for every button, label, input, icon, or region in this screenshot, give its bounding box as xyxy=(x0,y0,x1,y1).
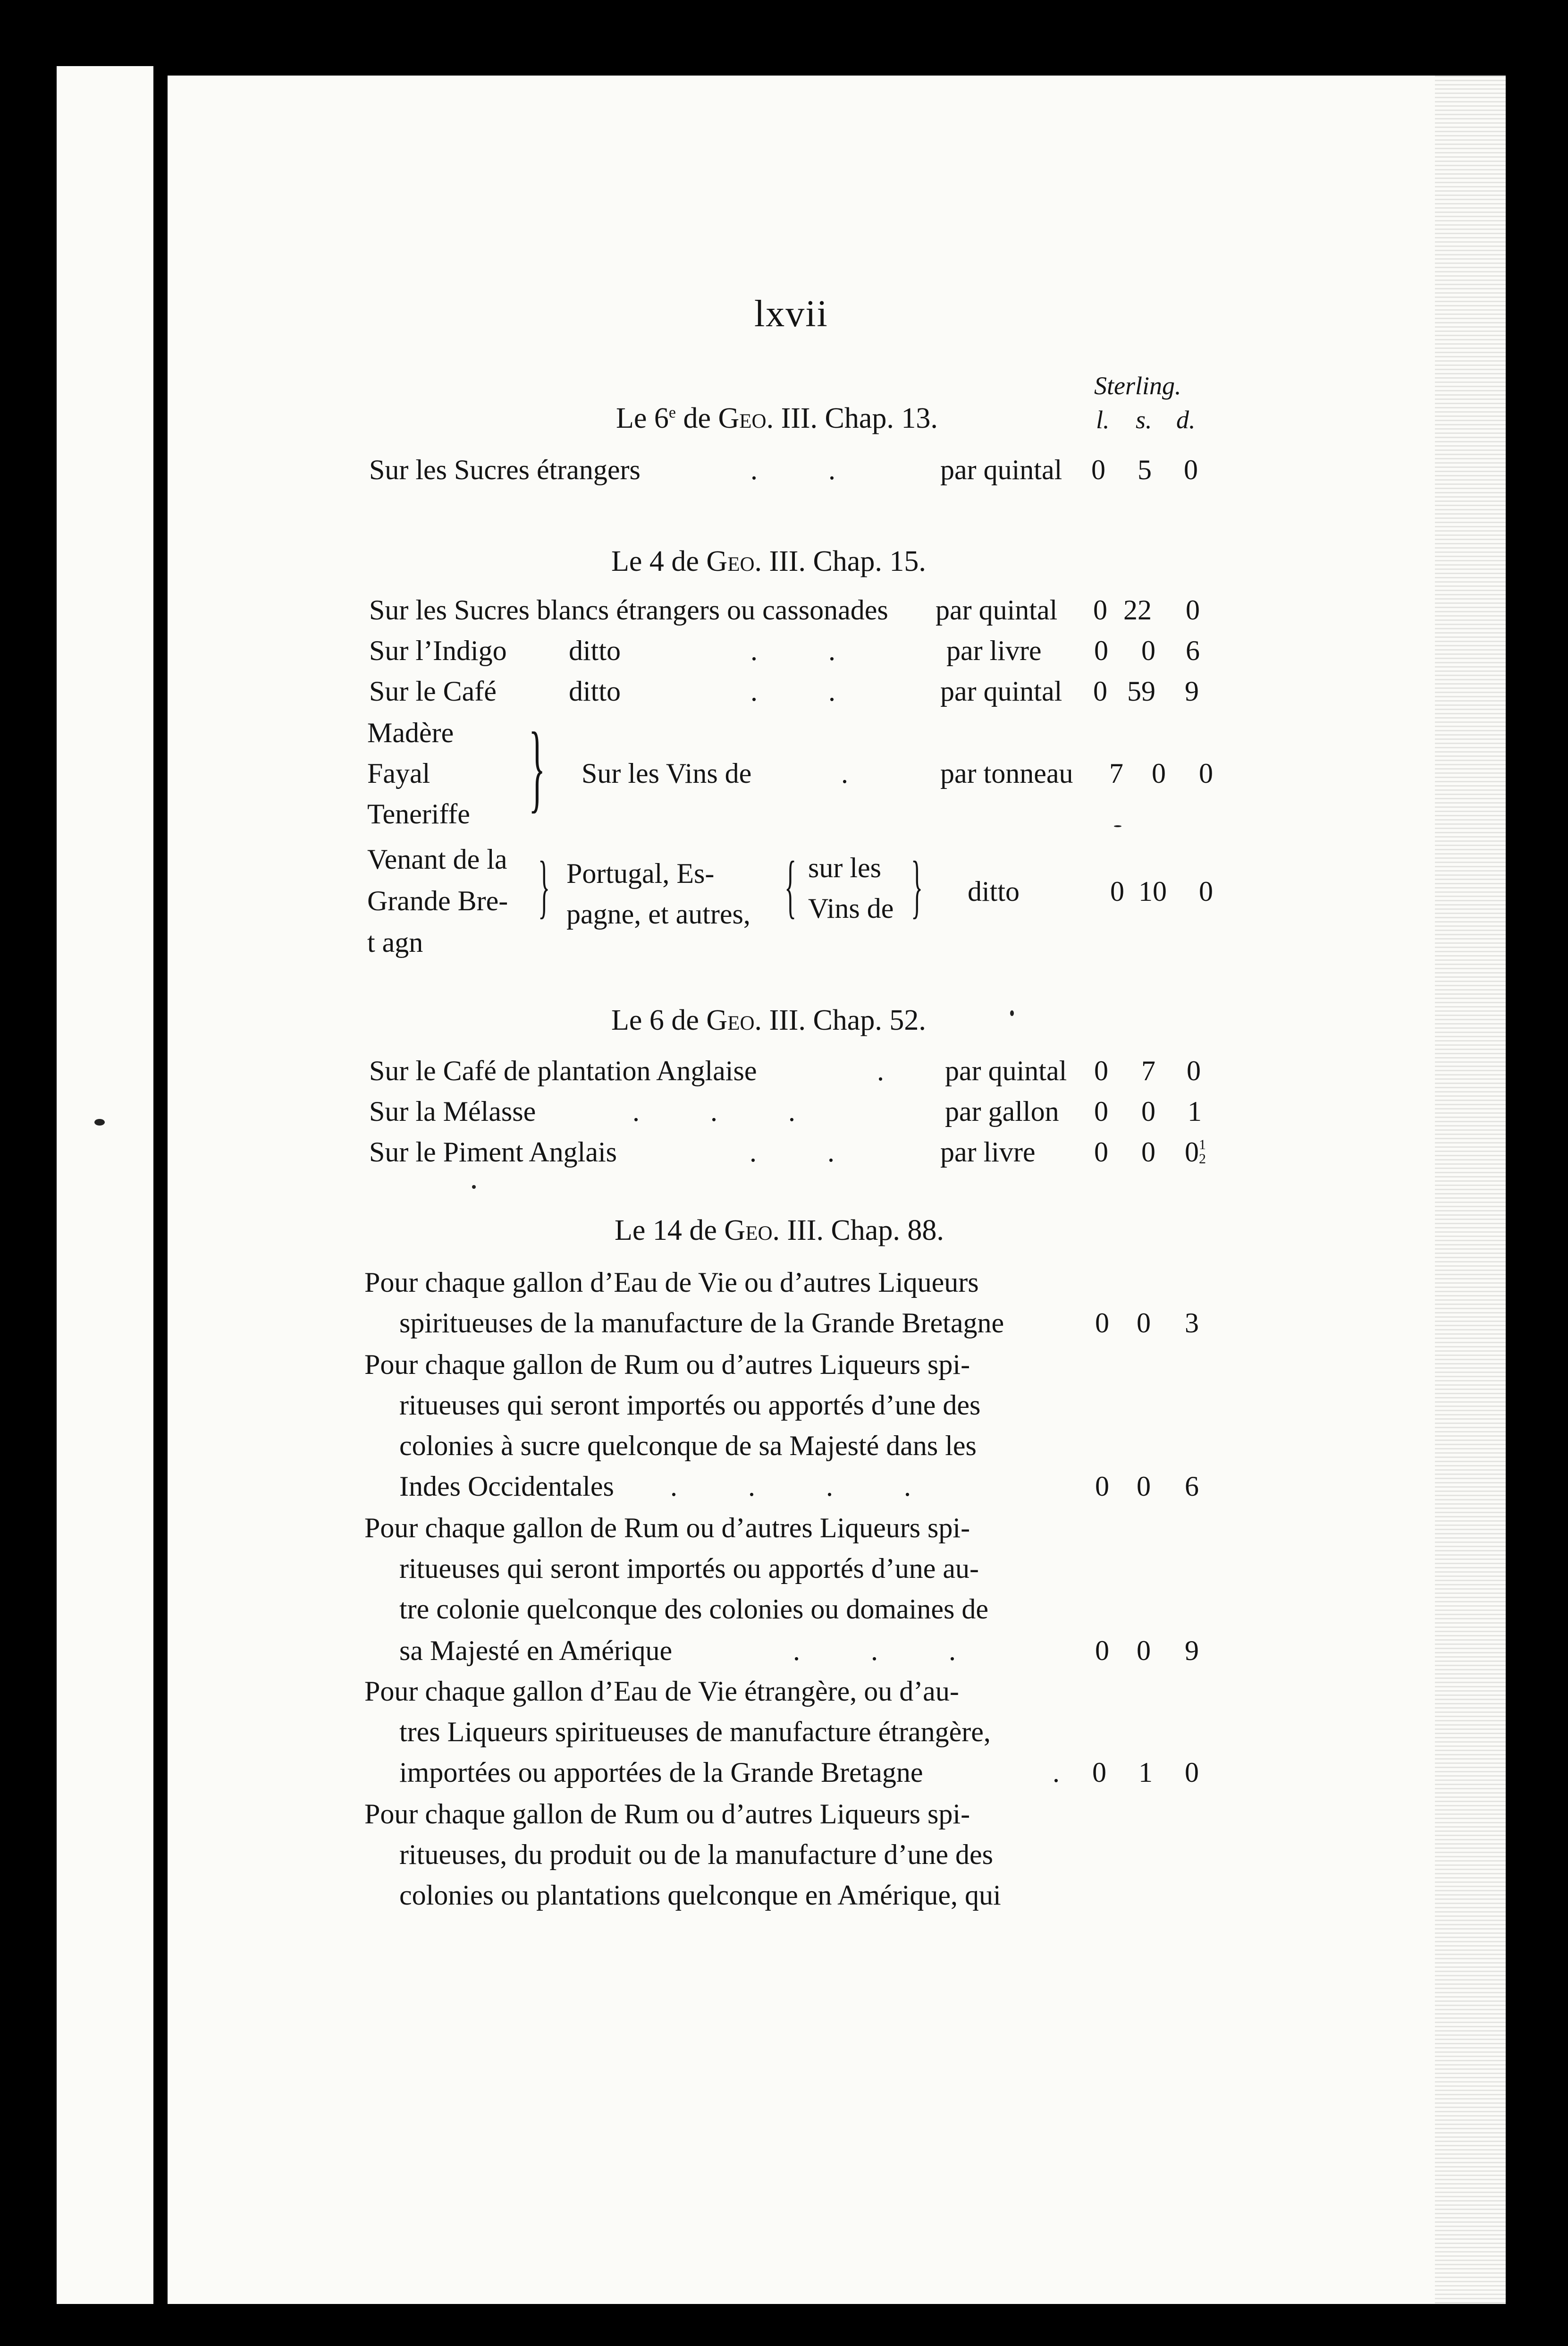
row-6-a2: Grande Bre- xyxy=(367,885,508,916)
row-7-unit: par quintal xyxy=(945,1055,1067,1086)
row-2-l: 0 xyxy=(1093,594,1107,626)
row-6-s: 10 xyxy=(1138,876,1167,907)
section-heading-4: Le 14 de Geo. III. Chap. 88. xyxy=(615,1214,944,1246)
row-5-d: 0 xyxy=(1199,758,1213,789)
row-1-dots: . . xyxy=(750,454,835,485)
row-8-dots: . . . xyxy=(632,1096,795,1127)
para-5-line-3: colonies ou plantations quelconque en Amérique, qui xyxy=(399,1880,1001,1911)
row-6-b2: pagne, et autres, xyxy=(566,898,750,930)
para-5-line-1: Pour chaque gallon de Rum ou d’autres Liqueurs spi- xyxy=(364,1798,970,1829)
row-7-d: 0 xyxy=(1187,1055,1201,1086)
para-4-line-2: tres Liqueurs spiritueuses de manufacture étrangère, xyxy=(399,1716,991,1747)
row-5-unit: par tonneau xyxy=(940,758,1073,789)
para-2-d: 6 xyxy=(1185,1471,1199,1502)
row-5-dots: . xyxy=(841,758,848,789)
para-4-l: 0 xyxy=(1092,1757,1106,1788)
row-8-l: 0 xyxy=(1094,1096,1108,1127)
row-6-c1: sur les xyxy=(808,852,881,883)
row-3-ditto: ditto xyxy=(569,635,621,666)
row-3-unit: par livre xyxy=(946,635,1042,666)
row-5-item: Sur les Vins de xyxy=(582,758,752,789)
row-6-unit: ditto xyxy=(968,876,1020,907)
para-1-line-2: spiritueuses de la manufacture de la Grande Bretagne xyxy=(399,1307,1004,1338)
section-heading-3: Le 6 de Geo. III. Chap. 52. xyxy=(611,1004,926,1036)
para-2-dots: . . . . xyxy=(670,1471,911,1502)
page-number: lxvii xyxy=(754,293,828,335)
row-2-d: 0 xyxy=(1186,594,1200,626)
row-1-unit: par quintal xyxy=(940,454,1062,485)
para-3-dots: . . . xyxy=(793,1635,956,1666)
currency-header-pence: d. xyxy=(1176,406,1196,434)
currency-header-shillings: s. xyxy=(1136,406,1152,434)
para-4-line-3: importées ou apportées de la Grande Bretagne xyxy=(399,1757,923,1788)
para-2-line-1: Pour chaque gallon de Rum ou d’autres Liqueurs spi- xyxy=(364,1349,970,1380)
para-3-line-1: Pour chaque gallon de Rum ou d’autres Liqueurs spi- xyxy=(364,1512,970,1543)
row-1-l: 0 xyxy=(1091,454,1105,485)
row-9-l: 0 xyxy=(1094,1136,1108,1168)
page-edge-shadow xyxy=(1435,76,1506,2304)
scan-speck xyxy=(1114,825,1121,827)
row-3-item: Sur l’Indigo xyxy=(369,635,507,666)
para-4-line-1: Pour chaque gallon d’Eau de Vie étrangère, ou d’au- xyxy=(364,1676,959,1707)
row-1-d: 0 xyxy=(1184,454,1198,485)
row-4-d: 9 xyxy=(1185,676,1199,707)
para-1-s: 0 xyxy=(1137,1307,1151,1338)
section-heading-2: Le 4 de Geo. III. Chap. 15. xyxy=(611,545,926,577)
row-3-dots: . . xyxy=(750,635,835,666)
row-4-s: 59 xyxy=(1127,676,1155,707)
row-1-item: Sur les Sucres étrangers xyxy=(369,454,641,485)
row-4-l: 0 xyxy=(1093,676,1107,707)
para-4-dots: . xyxy=(1053,1757,1060,1788)
row-2-item: Sur les Sucres blancs étrangers ou cassonades xyxy=(369,594,888,626)
para-3-l: 0 xyxy=(1095,1635,1109,1666)
page-left-margin xyxy=(57,66,165,2304)
scan-speck xyxy=(1010,1010,1014,1016)
row-9-d: 01 2 xyxy=(1185,1136,1206,1168)
currency-header-title: Sterling. xyxy=(1094,372,1181,400)
row-7-s: 7 xyxy=(1141,1055,1155,1086)
para-2-line-4: Indes Occidentales xyxy=(399,1471,614,1502)
row-5-place-fayal: Fayal xyxy=(367,758,430,789)
para-2-s: 0 xyxy=(1137,1471,1151,1502)
para-1-l: 0 xyxy=(1095,1307,1109,1338)
row-8-item: Sur la Mélasse xyxy=(369,1096,536,1127)
row-7-dots: . xyxy=(877,1055,884,1086)
row-9-unit: par livre xyxy=(940,1136,1036,1168)
section-heading-1: Le 6e de Geo. III. Chap. 13. xyxy=(616,402,938,434)
para-3-line-2: ritueuses qui seront importés ou apportés d’une au- xyxy=(399,1553,979,1584)
row-3-l: 0 xyxy=(1094,635,1108,666)
row-2-s: 22 xyxy=(1123,594,1152,626)
para-1-d: 3 xyxy=(1185,1307,1199,1338)
row-6-c2: Vins de xyxy=(808,893,894,924)
page-fold-line xyxy=(153,61,168,2309)
row-9-s: 0 xyxy=(1141,1136,1155,1168)
row-6-a1: Venant de la xyxy=(367,844,507,875)
para-4-s: 1 xyxy=(1138,1757,1153,1788)
row-9-dots: . . xyxy=(750,1136,835,1168)
row-4-dots: . . xyxy=(750,676,835,707)
row-4-unit: par quintal xyxy=(940,676,1062,707)
row-7-l: 0 xyxy=(1094,1055,1108,1086)
para-3-line-4: sa Majesté en Amérique xyxy=(399,1635,673,1666)
row-8-unit: par gallon xyxy=(945,1096,1059,1127)
row-6-b1: Portugal, Es- xyxy=(566,858,715,889)
para-3-line-3: tre colonie quelconque des colonies ou domaines de xyxy=(399,1593,988,1625)
row-4-ditto: ditto xyxy=(569,676,621,707)
para-3-s: 0 xyxy=(1137,1635,1151,1666)
brace-left: { xyxy=(784,847,797,925)
brace-right: } xyxy=(529,712,546,822)
row-1-s: 5 xyxy=(1138,454,1152,485)
para-2-l: 0 xyxy=(1095,1471,1109,1502)
row-9-item: Sur le Piment Anglais xyxy=(369,1136,617,1168)
row-6-a3: t agn xyxy=(367,927,423,958)
row-6-l: 0 xyxy=(1110,876,1124,907)
half-fraction: 1 2 xyxy=(1199,1137,1206,1167)
row-2-unit: par quintal xyxy=(936,594,1058,626)
currency-header-pounds: l. xyxy=(1096,406,1110,434)
row-6-d: 0 xyxy=(1199,876,1213,907)
row-7-item: Sur le Café de plantation Anglaise xyxy=(369,1055,757,1086)
row-5-l: 7 xyxy=(1109,758,1123,789)
row-8-s: 0 xyxy=(1141,1096,1155,1127)
brace-right: } xyxy=(538,847,550,925)
para-1-line-1: Pour chaque gallon d’Eau de Vie ou d’autres Liqueurs xyxy=(364,1267,979,1298)
scan-speck xyxy=(472,1185,476,1189)
scan-speck xyxy=(94,1119,105,1126)
row-3-d: 6 xyxy=(1186,635,1200,666)
para-2-line-2: ritueuses qui seront importés ou apportés d’une des xyxy=(399,1389,981,1421)
brace-right: } xyxy=(911,847,923,925)
para-2-line-3: colonies à sucre quelconque de sa Majesté dans les xyxy=(399,1430,977,1461)
para-5-line-2: ritueuses, du produit ou de la manufacture d’une des xyxy=(399,1839,993,1870)
row-3-s: 0 xyxy=(1141,635,1155,666)
row-8-d: 1 xyxy=(1188,1096,1202,1127)
row-4-item: Sur le Café xyxy=(369,676,497,707)
row-5-place-madere: Madère xyxy=(367,717,454,748)
row-5-s: 0 xyxy=(1152,758,1166,789)
row-5-place-teneriffe: Teneriffe xyxy=(367,798,470,830)
para-4-d: 0 xyxy=(1185,1757,1199,1788)
para-3-d: 9 xyxy=(1185,1635,1199,1666)
